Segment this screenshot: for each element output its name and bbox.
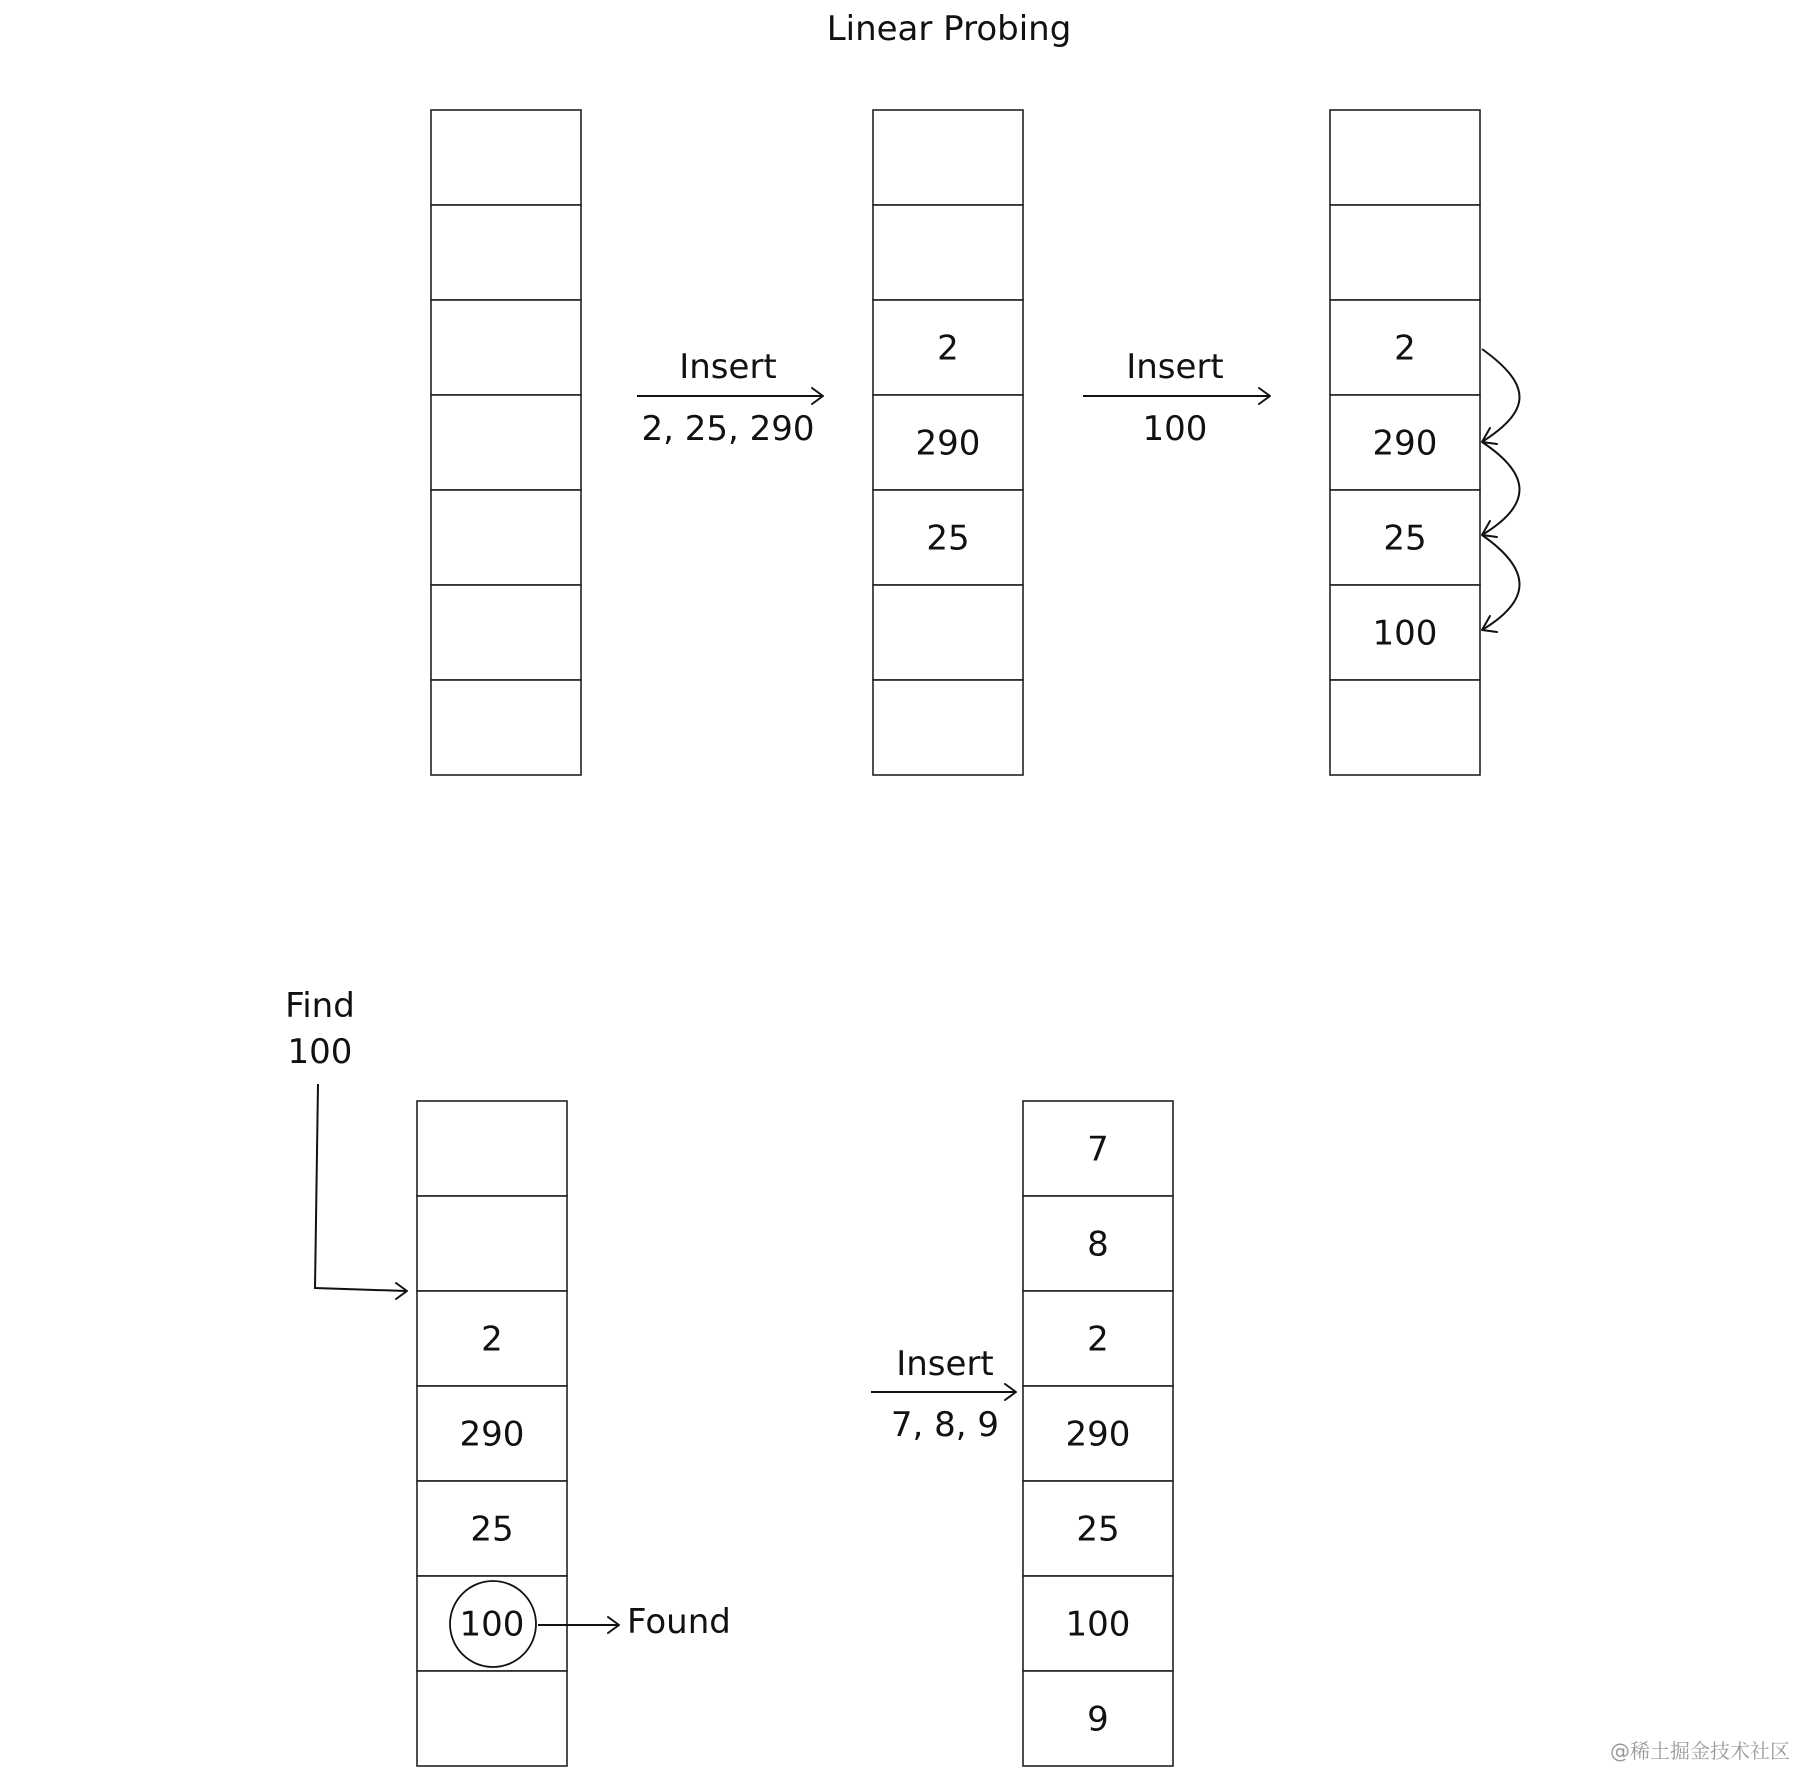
table-cell-value: 2: [1087, 1319, 1109, 1360]
hash-table-after-first-insert: [873, 110, 1023, 775]
table-cell: [431, 680, 581, 775]
found-label: Found: [627, 1602, 731, 1642]
table-cell-value: 290: [1372, 423, 1438, 464]
table-cell-value: 25: [1076, 1509, 1120, 1550]
insert-second-arrow: [1083, 347, 1270, 449]
table-cell: [431, 585, 581, 680]
probe-arrows: [1482, 349, 1520, 632]
table-cell-value: 290: [915, 423, 981, 464]
hash-table-after-insert-100: [1330, 110, 1480, 775]
table-cell-value: 8: [1087, 1224, 1109, 1265]
table-cell: [417, 1196, 567, 1291]
find-operation: [285, 986, 407, 1299]
probe-arrow-1: [1482, 349, 1520, 442]
table-cell-value: 290: [459, 1414, 525, 1455]
diagram-title: Linear Probing: [826, 9, 1072, 49]
table-cell-value: 100: [1372, 613, 1438, 654]
insert-third-verb: Insert: [896, 1344, 994, 1384]
table-cell: [431, 300, 581, 395]
table-cell: [873, 585, 1023, 680]
table-cell: [1330, 110, 1480, 205]
table-cell-value: 25: [1383, 518, 1427, 559]
table-cell: [1330, 205, 1480, 300]
table-cell: [873, 110, 1023, 205]
find-arrow-line: [315, 1084, 406, 1291]
probe-arrow-2: [1482, 442, 1520, 535]
table-cell: [431, 205, 581, 300]
table-cell-value: 7: [1087, 1129, 1109, 1170]
table-cell: [873, 680, 1023, 775]
table-cell: [417, 1101, 567, 1196]
table-cell-value: 2: [937, 328, 959, 369]
find-value: 100: [287, 1032, 353, 1072]
table-cell-value: 25: [926, 518, 970, 559]
table-cell: [431, 110, 581, 205]
table-cell-value: 2: [481, 1319, 503, 1360]
insert-first-arrow: [637, 347, 823, 449]
watermark: @稀土掘金技术社区: [1610, 1739, 1790, 1763]
insert-third-values: 7, 8, 9: [890, 1405, 1000, 1445]
hash-table-empty: [431, 110, 581, 775]
table-cell-value: 2: [1394, 328, 1416, 369]
table-cell: [873, 205, 1023, 300]
table-cell-value: 100: [459, 1604, 525, 1645]
insert-second-values: 100: [1142, 409, 1208, 449]
probe-arrow-head-2: [1482, 521, 1497, 537]
table-cell-value: 290: [1065, 1414, 1131, 1455]
insert-third-arrow: [871, 1344, 1016, 1445]
insert-first-verb: Insert: [679, 347, 777, 387]
find-verb: Find: [285, 986, 355, 1026]
table-cell-value: 9: [1087, 1699, 1109, 1740]
hash-table-after-insert-789: [1023, 1101, 1173, 1766]
insert-second-verb: Insert: [1126, 347, 1224, 387]
table-cell: [417, 1671, 567, 1766]
probe-arrow-head-3: [1482, 616, 1497, 632]
probe-arrow-3: [1482, 535, 1520, 630]
table-cell-value: 100: [1065, 1604, 1131, 1645]
insert-first-values: 2, 25, 290: [641, 409, 815, 449]
table-cell: [1330, 680, 1480, 775]
table-cell: [431, 490, 581, 585]
table-cell-value: 25: [470, 1509, 514, 1550]
table-cell: [431, 395, 581, 490]
